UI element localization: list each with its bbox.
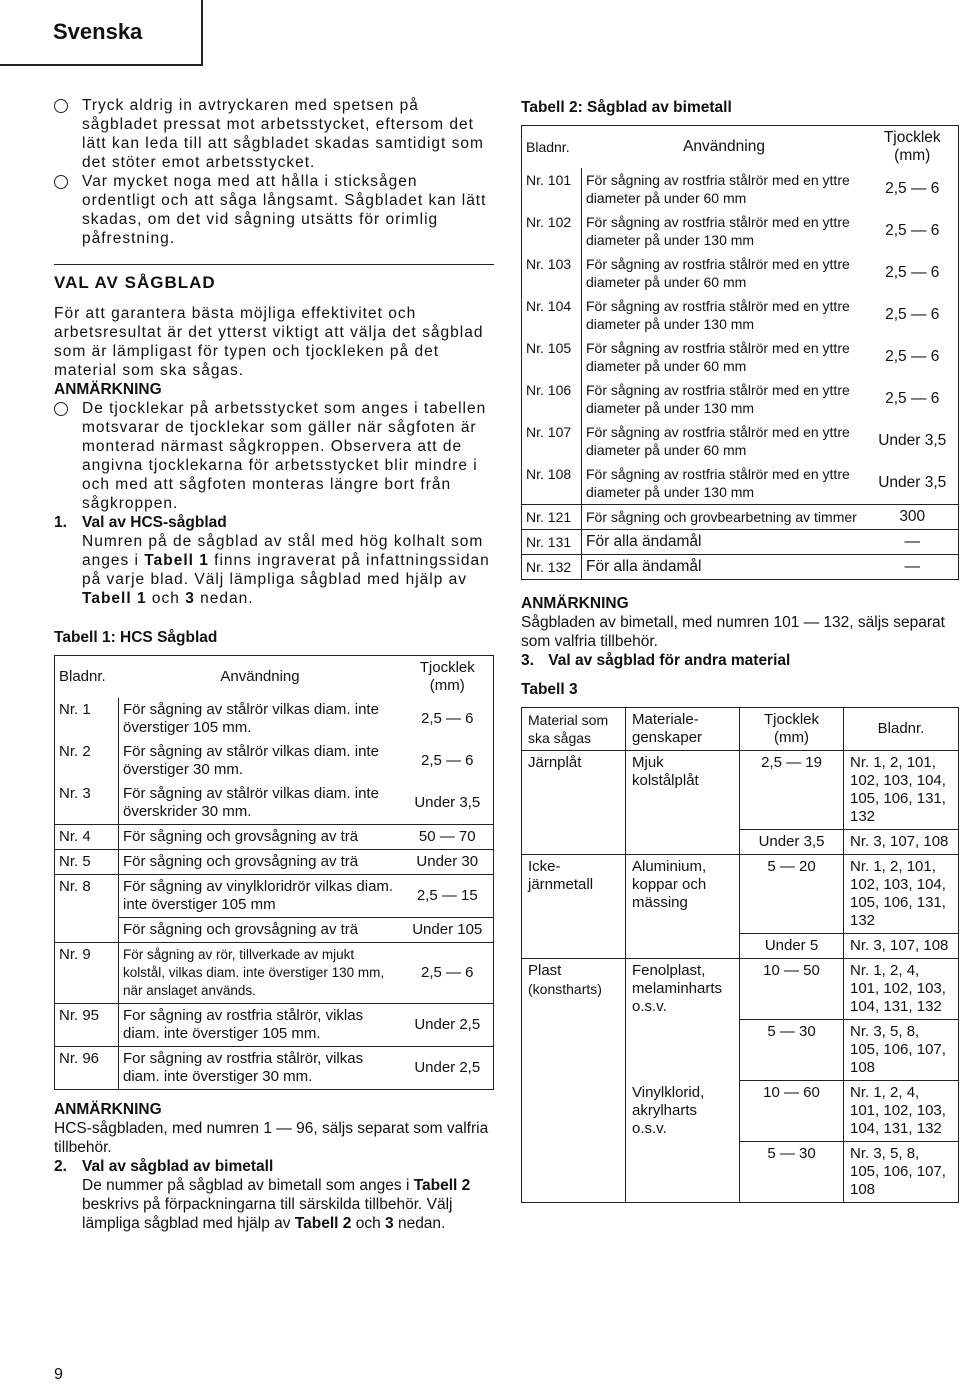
table-cell: 2,5 — 6 (885, 306, 940, 323)
table-cell: För sågning av stålrör vilkas diam. inte överstiger 30 mm. (123, 743, 379, 778)
table-cell: Nr. 2 (55, 740, 119, 782)
table-row (522, 751, 959, 830)
table-cell: Nr. 101 (522, 168, 582, 210)
blade-cell: Nr. 1, 2, 101, 102, 103, 104, 105, 106, 131, 132 (844, 855, 959, 934)
table-row (55, 825, 494, 850)
blade-cell: Nr. 3, 5, 8, 105, 106, 107, 108 (844, 1142, 959, 1203)
table-header-cell: Användning (220, 668, 300, 685)
item-2-text: De nummer på sågblad av bimetall som anges i Tabell 2 beskrivs på förpackningarna till särskilda tillbehör. Välj lämpliga sågblad med hjälp av Tabell 2 och 3 nedan. (82, 1177, 471, 1232)
table-cell: 2,5 — 6 (885, 222, 940, 239)
table-cell: För alla ändamål (582, 530, 867, 555)
note-text: HCS-sågbladen, med numren 1 — 96, säljs separat som valfria tillbehör. (54, 1120, 489, 1156)
blade-cell: Nr. 1, 2, 4, 101, 102, 103, 104, 131, 132 (844, 959, 959, 1020)
material-sub: (konstharts) (528, 981, 602, 997)
table-cell: Under 3,5 (878, 432, 947, 449)
bullet-circle-icon (54, 99, 68, 113)
table-row (522, 462, 959, 505)
right-column (521, 98, 959, 1203)
table-row (55, 1004, 494, 1047)
thickness-cell: Under 3,5 (740, 830, 844, 855)
table-cell: Nr. 8 (55, 875, 119, 918)
table-cell: För sågning av rostfria stålrör med en yttre diameter på under 60 mm (586, 256, 850, 290)
table-header-cell: Bladnr. (844, 708, 959, 751)
table-row (55, 698, 494, 740)
table-cell: Nr. 108 (522, 462, 582, 505)
property-cell: Vinylklorid, akrylharts o.s.v. (626, 1081, 740, 1203)
table-cell: Nr. 9 (55, 943, 119, 1004)
table-header-cell: Användning (683, 138, 765, 155)
table-row (55, 850, 494, 875)
property-cell: Fenolplast, melaminharts o.s.v. (626, 959, 740, 1081)
table-cell: — (867, 530, 959, 555)
blade-cell: Nr. 3, 107, 108 (844, 934, 959, 959)
item-2-title: Val av sågblad av bimetall (82, 1158, 274, 1175)
intro-bullet-1: Tryck aldrig in avtryckaren med spetsen på sågbladet pressat mot arbetsstycket, eftersom det lätt kan leda till att sågbladet skadas samtidigt som det stöter emot arbetsstycket. (54, 96, 494, 172)
table-row (55, 918, 494, 943)
table-cell: Nr. 131 (522, 530, 582, 555)
table-header-cell: Materiale-genskaper (626, 708, 740, 751)
item-3-title: Val av sågblad för andra material (548, 652, 791, 669)
table-row (55, 782, 494, 825)
blade-cell: Nr. 1, 2, 4, 101, 102, 103, 104, 131, 132 (844, 1081, 959, 1142)
table-cell: För sågning av rostfria stålrör med en yttre diameter på under 130 mm (586, 298, 850, 332)
thickness-cell: 5 — 30 (740, 1020, 844, 1081)
table-cell: För sågning och grovsågning av trä (119, 918, 402, 943)
note-text: Sågbladen av bimetall, med numren 101 — 132, säljs separat som valfria tillbehör. (521, 614, 945, 650)
table-cell: Nr. 103 (522, 252, 582, 294)
property-cell: Mjuk kolstålplåt (626, 751, 740, 855)
table-cell: 2,5 — 15 (402, 875, 494, 918)
property-cell: Aluminium, koppar och mässing (626, 855, 740, 959)
table-cell: För sågning av stålrör vilkas diam. inte överstiger 105 mm. (123, 701, 379, 736)
table-3-title: Tabell 3 (521, 681, 578, 698)
table-header-row (55, 656, 494, 699)
table-cell: För alla ändamål (582, 555, 867, 580)
blade-cell: Nr. 3, 5, 8, 105, 106, 107, 108 (844, 1020, 959, 1081)
table-cell: Nr. 5 (55, 850, 119, 875)
table-row (522, 855, 959, 934)
table-header-cell: Material som ska sågas (522, 708, 626, 751)
table-row (522, 294, 959, 336)
thickness-cell: 2,5 — 19 (740, 751, 844, 830)
table-header-cell: Bladnr. (526, 139, 570, 155)
table-cell: För sågning och grovbearbetning av timmer (582, 505, 867, 530)
table-cell: 2,5 — 6 (885, 348, 940, 365)
section-heading: VAL AV SÅGBLAD (54, 264, 494, 296)
table-cell: 2,5 — 6 (420, 752, 474, 769)
table-row (522, 959, 959, 1020)
material-cell (522, 959, 626, 1203)
table-cell: Under 2,5 (402, 1004, 494, 1047)
table-2 (521, 125, 959, 580)
left-column (54, 96, 494, 1233)
table-cell: Nr. 102 (522, 210, 582, 252)
table-cell: Nr. 121 (522, 505, 582, 530)
table-cell: 2,5 — 6 (885, 180, 940, 197)
note-label: ANMÄRKNING (54, 381, 162, 398)
blade-cell: Nr. 3, 107, 108 (844, 830, 959, 855)
thickness-cell: 10 — 50 (740, 959, 844, 1020)
table-cell: Nr. 132 (522, 555, 582, 580)
table-row (522, 505, 959, 530)
table-row (55, 875, 494, 918)
table-cell: 2,5 — 6 (885, 264, 940, 281)
material-name: Plast (528, 962, 562, 979)
item-1: 1. Val av HCS-sågblad Numren på de sågblad av stål med hög kolhalt som anges i Tabell 1 finns ingraverat på infattningssidan på varje blad. Välj lämpliga sågblad med hjälp av Tabell 1 och 3 nedan. (54, 513, 494, 608)
table-header-cell: Tjocklek (mm) (419, 659, 475, 694)
page-number: 9 (54, 1366, 63, 1383)
table-header-cell: Bladnr. (59, 668, 106, 685)
material-cell (522, 855, 626, 959)
table-1 (54, 655, 494, 1090)
table-cell: Nr. 104 (522, 294, 582, 336)
table-cell: For sågning av rostfria stålrör, vilkas diam. inte överstiger 30 mm. (119, 1047, 402, 1090)
table-cell: Nr. 95 (55, 1004, 119, 1047)
thickness-cell: Under 5 (740, 934, 844, 959)
table-cell: För sågning av rostfria stålrör med en yttre diameter på under 60 mm (586, 172, 850, 206)
item-3: 3. Val av sågblad för andra material (521, 652, 791, 669)
table-1-title: Tabell 1: HCS Sågblad (54, 629, 218, 646)
table-2-title: Tabell 2: Sågblad av bimetall (521, 99, 732, 116)
table-cell: Under 3,5 (878, 474, 947, 491)
language-label: Svenska (53, 19, 143, 44)
table-cell: Nr. 105 (522, 336, 582, 378)
item-1-title: Val av HCS-sågblad (82, 514, 227, 531)
section-intro: För att garantera bästa möjliga effektivitet och arbetsresultat är det ytterst viktigt att välja det sågblad som är lämpligast för typen och tjockleken på det material som ska sågas. (54, 305, 484, 379)
item-1-text: Numren på de sågblad av stål med hög kolhalt som anges i Tabell 1 finns ingraverat på infattningssidan på varje blad. Välj lämpliga sågblad med hjälp av Tabell 1 och 3 nedan. (82, 533, 490, 607)
table-row (522, 168, 959, 210)
table-header-row (522, 126, 959, 169)
table-cell: Nr. 96 (55, 1047, 119, 1090)
table-cell: Nr. 4 (55, 825, 119, 850)
intro-bullet-2: Var mycket noga med att hålla i sticksågen ordentligt och att såga långsamt. Sågbladet kan lätt skadas, om det vid sågning utsätts för orimlig påfrestning. (54, 172, 494, 248)
table-cell: For sågning av rostfria stålrör, viklas diam. inte överstiger 105 mm. (119, 1004, 402, 1047)
thickness-cell: 10 — 60 (740, 1081, 844, 1142)
blade-cell: Nr. 1, 2, 101, 102, 103, 104, 105, 106, 131, 132 (850, 754, 946, 825)
material-cell (522, 751, 626, 855)
table-header-cell: Tjocklek (mm) (740, 708, 844, 751)
table-row (522, 210, 959, 252)
table-cell (55, 918, 119, 943)
table-row (55, 1047, 494, 1090)
thickness-cell: 5 — 30 (740, 1142, 844, 1203)
table-header-row (522, 708, 959, 751)
table-row (522, 555, 959, 580)
table-row (522, 378, 959, 420)
section-note: De tjocklekar på arbetsstycket som anges i tabellen motsvarar de tjocklekar som gäller när sågfoten är monterad närmast sågkroppen. Observera att de angivna tjocklekarna för arbetsstycket blir mindre i och med att sågfoten monteras längre bort från sågkroppen. (54, 399, 494, 513)
table-header-cell: Tjocklek (mm) (883, 129, 941, 164)
table-cell: För sågning av rostfria stålrör med en yttre diameter på under 130 mm (586, 382, 850, 416)
table-cell: Nr. 107 (522, 420, 582, 462)
table-cell: 2,5 — 6 (885, 390, 940, 407)
table-cell: För sågning och grovsågning av trä (119, 825, 402, 850)
table-row (522, 530, 959, 555)
bullet-circle-icon (54, 402, 68, 416)
table-cell: För sågning av stålrör vilkas diam. inte överskrider 30 mm. (123, 785, 379, 820)
table-row (522, 336, 959, 378)
table-cell: 300 (867, 505, 959, 530)
table-cell: 50 — 70 (402, 825, 494, 850)
table-cell: Nr. 3 (55, 782, 119, 825)
table-3 (521, 707, 959, 1203)
note-label: ANMÄRKNING (54, 1101, 162, 1118)
thickness-cell: 5 — 20 (740, 855, 844, 934)
table-cell: För sågning av rostfria stålrör med en yttre diameter på under 130 mm (586, 214, 850, 248)
table-cell: För sågning av rostfria stålrör med en yttre diameter på under 60 mm (586, 340, 850, 374)
table-cell: För sågning och grovsågning av trä (119, 850, 402, 875)
table-cell: Under 3,5 (414, 794, 481, 811)
table-cell: 2,5 — 6 (402, 943, 494, 1004)
table-cell: — (867, 555, 959, 580)
table-cell: Nr. 106 (522, 378, 582, 420)
language-tab (0, 0, 203, 66)
table-cell: För sågning av rostfria stålrör med en yttre diameter på under 130 mm (586, 466, 850, 500)
table-cell: 2,5 — 6 (420, 710, 474, 727)
table-row (522, 420, 959, 462)
table-cell: Under 2,5 (402, 1047, 494, 1090)
table-cell: Under 30 (402, 850, 494, 875)
material-name: Icke-järnmetall (528, 858, 594, 893)
material-name: Järnplåt (528, 754, 582, 771)
table-row (55, 740, 494, 782)
table-cell: För sågning av rostfria stålrör med en yttre diameter på under 60 mm (586, 424, 850, 458)
note-label: ANMÄRKNING (521, 595, 629, 612)
table-cell: För sågning av vinylkloridrör vilkas diam. inte överstiger 105 mm (119, 875, 402, 918)
item-2: 2. Val av sågblad av bimetall De nummer på sågblad av bimetall som anges i Tabell 2 beskrivs på förpackningarna till särskilda tillbehör. Välj lämpliga sågblad med hjälp av Tabell 2 och 3 nedan. (54, 1157, 494, 1233)
table-cell: För sågning av rör, tillverkade av mjukt kolstål, vilkas diam. inte överstiger 130 mm, när anslaget används. (119, 943, 402, 1004)
table-row (522, 252, 959, 294)
table-row (55, 943, 494, 1004)
table-cell: Under 105 (402, 918, 494, 943)
table-cell: Nr. 1 (55, 698, 119, 740)
bullet-circle-icon (54, 175, 68, 189)
